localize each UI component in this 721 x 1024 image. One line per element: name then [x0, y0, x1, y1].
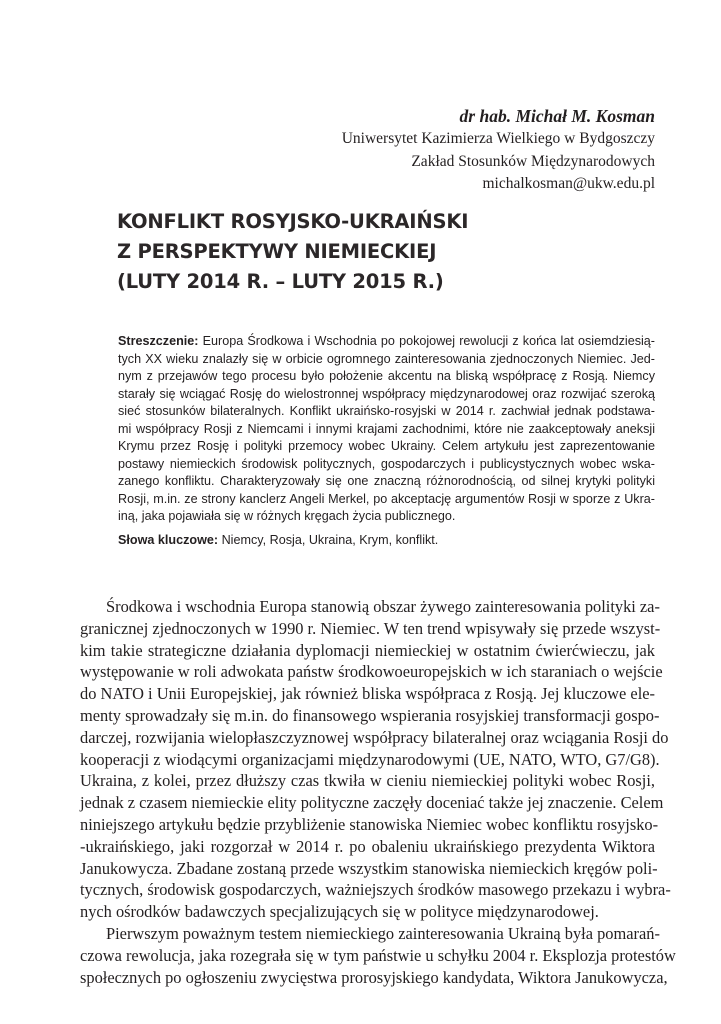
- author-name: dr hab. Michał M. Kosman: [459, 106, 655, 126]
- body-line: nych ośrodków badawczych specjalizujących się w polityce międzynarodowej.: [80, 902, 599, 922]
- body-line: społecznych po ogłoszeniu zwycięstwa prorosyjskiego kandydata, Wiktora Janukowycza,: [80, 967, 668, 987]
- abstract-line: starały się wciągać Rosję do wielostronnej współpracy międzynarodowej oraz rozwijać szeroką: [118, 386, 655, 401]
- body-line: Janukowycza. Zbadane zostaną przede wszystkim stanowiska niemieckich kręgów poli-: [80, 858, 658, 878]
- author-email: michalkosman@ukw.edu.pl: [482, 175, 655, 192]
- article-title: [117, 207, 468, 297]
- abstract-line: mi współpracy Rosji z Niemcami i innymi krajami zachodnimi, które nie zaakceptowały aneksji: [118, 421, 655, 436]
- abstract-line: postawy niemieckich środowisk politycznych, gospodarczych i publicystycznych wobec wska-: [118, 456, 655, 471]
- paragraph: [80, 596, 671, 923]
- title-line: Z PERSPEKTYWY NIEMIECKIEJ: [117, 240, 437, 263]
- author-department: Zakład Stosunków Międzynarodowych: [411, 152, 655, 170]
- body-line: czowa rewolucja, jaka rozegrała się w tym państwie u schyłku 2004 r. Eksplozja protestów: [80, 945, 676, 965]
- keywords: [118, 531, 438, 549]
- abstract-line: sieć stosunków bilateralnych. Konflikt ukraińsko-rosyjski w 2014 r. zachwiał jednak podstawa-: [118, 404, 655, 418]
- body-line: granicznej zjednoczonych w 1990 r. Niemiec. W ten trend wpisywały się przede wszyst-: [80, 618, 661, 638]
- body-line: tycznych, środowisk gospodarczych, ważniejszych środków masowego przekazu i wybra-: [80, 880, 671, 900]
- body-text: [80, 596, 676, 988]
- author-block: [342, 104, 655, 196]
- body-line: -ukraińskiego, jaki rozgorzał w 2014 r. po obaleniu ukraińskiego prezydenta Wiktora: [80, 836, 655, 856]
- body-line: do NATO i Unii Europejskiej, jak również bliska współpraca z Rosją. Jej kluczowe ele-: [80, 684, 655, 704]
- keywords-text: Niemcy, Rosja, Ukraina, Krym, konflikt.: [218, 533, 439, 547]
- body-line: Środkowa i wschodnia Europa stanowią obszar żywego zainteresowania polityki za-: [106, 597, 660, 616]
- body-line: jednak z czasem niemieckie elity polityczne zaczęły doceniać także jej znaczenie. Celem: [80, 793, 664, 813]
- title-line: KONFLIKT ROSYJSKO-UKRAIŃSKI: [117, 210, 469, 233]
- abstract-line: Rosji, m.in. ze strony kanclerz Angeli Merkel, po akceptację argumentów Rosji w sporze z Ukra-: [118, 491, 655, 506]
- paragraph: [80, 923, 676, 988]
- title-line: (LUTY 2014 R. – LUTY 2015 R.): [117, 270, 444, 293]
- abstract-line: nym z przejawów tego procesu było położenie akcentu na bliską współpracę z Rosją. Niemcy: [118, 369, 655, 383]
- abstract-line: Krymu przez Rosję i polityki przemocy wobec Ukrainy. Celem artykułu jest zaprezentowanie: [118, 439, 655, 453]
- keywords-label: Słowa kluczowe:: [118, 533, 219, 547]
- abstract-line: tych XX wieku znalazły się w orbicie ogromnego zainteresowania zjednoczonych Niemiec. Jed-: [118, 351, 655, 366]
- abstract: [118, 333, 655, 526]
- body-line: menty sprowadzały się m.in. do finansowego wspierania rosyjskiej transformacji gospo-: [80, 705, 660, 725]
- body-line: Ukraina, z kolei, przez dłuższy czas tkwiła w cieniu niemieckiej polityki wobec Rosji,: [80, 771, 655, 791]
- body-line: niniejszego artykułu będzie przybliżenie stanowiska Niemiec wobec konfliktu rosyjsko-: [80, 814, 659, 834]
- abstract-text: Europa Środkowa i Wschodnia po pokojowej rewolucji z końca lat osiemdziesią-: [198, 334, 655, 348]
- abstract-label: Streszczenie:: [118, 334, 199, 348]
- body-line: Pierwszym poważnym testem niemieckiego zainteresowania Ukrainą była pomarań-: [106, 923, 660, 943]
- abstract-line: [118, 333, 655, 351]
- body-line: kim takie strategiczne działania dyplomacji niemieckiej w ostatnim ćwierćwieczu, jak: [80, 640, 655, 660]
- abstract-line: zanego konfliktu. Charakteryzowały się one znaczną różnorodnością, od silnej krytyki polityki: [118, 474, 655, 488]
- author-university: Uniwersytet Kazimierza Wielkiego w Bydgoszczy: [341, 130, 655, 147]
- body-line: występowanie w roli adwokata państw środkowoeuropejskich w ich staraniach o wejście: [80, 662, 663, 682]
- abstract-line: iną, jaka pojawiała się w różnych kręgach życia publicznego.: [118, 509, 456, 523]
- body-line: kooperacji z wiodącymi organizacjami międzynarodowymi (UE, NATO, WTO, G7/G8).: [80, 749, 660, 769]
- body-line: darczej, rozwijania wielopłaszczyznowej współpracy bilateralnej oraz wciągania Rosji do: [80, 727, 669, 747]
